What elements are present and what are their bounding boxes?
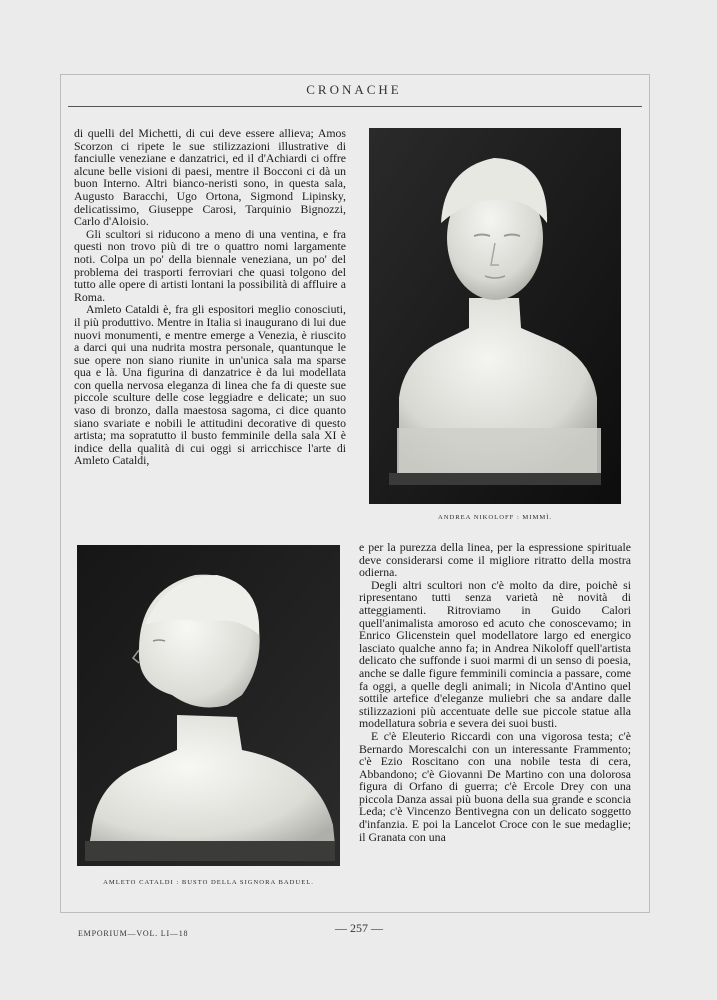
text-column-left	[74, 127, 346, 467]
paragraph: Degli altri scultori non c'è molto da dire, poichè si ripresentano tutti senza varietà nè novità di atteggiamenti. Ritroviamo in Guido Calori quell'animalista amoroso ed acuto che conoscevamo; in Enrico Glicenstein quel modellatore largo ed energico lasciato qualche anno fa; in Andrea Nikoloff quell'artista delicato che suffonde i suoi marmi di un senso di poesia, anche se dalle figure femminili comincia a passare, come fa oggi, a quelle degli animali; in Nicola d'Antino quel sottile artefice d'eleganze muliebri che sa andare dalle stilizzazioni più accentuate delle sue piccole statue alla modellatura sobria e severa dei suoi busti.	[359, 577, 631, 731]
photo-nikoloff-bust	[369, 128, 621, 504]
paragraph: Gli scultori si riducono a meno di una ventina, e fra questi non trovo più di tre o quattro nomi largamente noti. Colpa un po' della biennale veneziana, un po' del problema dei trasporti ferroviari che quasi tolgono del tutto alle opere di artisti lontani la possibilità di affluire a Roma.	[74, 226, 346, 304]
figure-caption: AMLETO CATALDI : BUSTO DELLA SIGNORA BADUEL.	[103, 879, 314, 886]
paragraph: E c'è Eleuterio Riccardi con una vigorosa testa; c'è Bernardo Morescalchi con un interessante Frammento; c'è Ezio Roscitano con una nobile testa di cera, Abbandono; c'è Giovanni De Martino con una dolorosa figura di Orfano di guerra; c'è Ercole Drey con una piccola Danza assai più buona della sua grande e sconcia Leda; c'è Vincenzo Bentivegna con un delicato soggetto d'infanzia. E poi la Lancelot Croce con le sue medaglie; il Granata con una	[359, 728, 631, 844]
text-column-right	[359, 541, 631, 843]
bust-image-mimmi	[369, 128, 621, 504]
page-title: CRONACHE	[306, 82, 402, 97]
paragraph: Amleto Cataldi è, fra gli espositori meglio conosciuti, il più produttivo. Mentre in Italia si inaugurano di lui due nuovi monumenti, e mentre emerge a Venezia, è riuscito a darci qui una nudrita mostra personale, quantunque le sue opere non siano riunite in un'unica sala ma sparse qua e là. Una figurina di danzatrice è da lui modellata con quella nervosa eleganza di linea che fa di queste sue piccole sculture delle cose leggiadre e delicate; un suo vaso di bronzo, dalla maestosa sagoma, ci dice quanto siano svariate e nobili le attitudini decorative di questo artista; ma sopratutto il busto femminile della sala XI è indice della qualità di cui oggi si arricchisce l'arte di Amleto Cataldi,	[74, 302, 346, 468]
bust-image-baduel	[77, 545, 340, 866]
page-number: — 257 —	[335, 921, 383, 935]
paragraph: e per la purezza della linea, per la espressione spirituale deve considerarsi come il migliore ritratto della mostra odierna.	[359, 540, 631, 580]
header-rule	[68, 106, 642, 107]
journal-footer: EMPORIUM—VOL. LI—18	[78, 929, 189, 938]
paragraph: di quelli del Michetti, di cui deve essere allieva; Amos Scorzon ci ripete le sue stilizzazioni illustrative di fanciulle veneziane e danzatrici, ed il d'Achiardi ci offre alcune belle visioni di paesi, mentre il Bocconi ci dà un buon Interno. Altri bianco-neristi sono, in questa sala, Augusto Baracchi, Ugo Ortona, Sigmond Lipinsky, delicatissimo, Giuseppe Carosi, Tarquinio Bignozzi, Carlo d'Aloisio.	[74, 126, 346, 229]
photo-cataldi-bust	[77, 545, 340, 866]
figure-caption: ANDREA NIKOLOFF : MIMMÌ.	[437, 514, 553, 521]
